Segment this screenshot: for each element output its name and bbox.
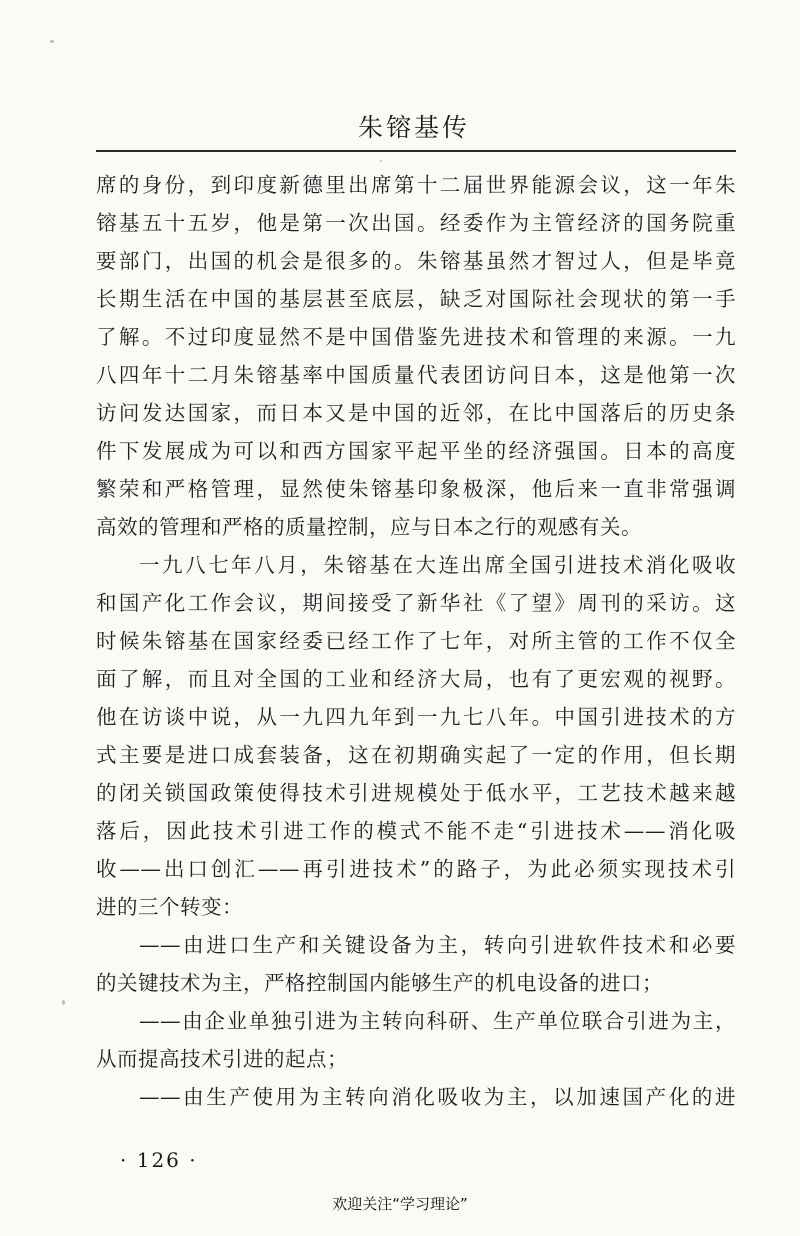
text-line: 要部门，出国的机会是很多的。朱镕基虽然才智过人，但是毕竟	[96, 249, 736, 273]
text-line: ——由生产使用为主转向消化吸收为主，以加速国产化的进	[139, 1085, 736, 1109]
running-head-title: 朱镕基传	[357, 113, 470, 142]
text-line: 席的身份，到印度新德里出席第十二届世界能源会议，这一年朱	[96, 173, 736, 197]
footer-note: 欢迎关注“学习理论”	[332, 1195, 468, 1213]
text-line: 八四年十二月朱镕基率中国质量代表团访问日本，这是他第一次	[96, 363, 736, 387]
header-rule	[96, 150, 736, 152]
text-line: 面了解，而且对全国的工业和经济大局，也有了更宏观的视野。	[96, 667, 736, 691]
text-line: 落后，因此技术引进工作的模式不能不走“引进技术——消化吸	[96, 819, 736, 843]
text-line: 时候朱镕基在国家经委已经工作了七年，对所主管的工作不仅全	[96, 629, 736, 653]
text-line: 式主要是进口成套装备，这在初期确实起了一定的作用，但长期	[96, 743, 736, 767]
text-line: 和国产化工作会议，期间接受了新华社《了望》周刊的采访。这	[96, 591, 736, 615]
text-line: 高效的管理和严格的质量控制，应与日本之行的观感有关。	[96, 515, 642, 539]
scan-speck	[62, 1000, 65, 1005]
text-line: 收——出口创汇——再引进技术”的路子，为此必须实现技术引	[96, 857, 736, 881]
text-line: 一九八七年八月，朱镕基在大连出席全国引进技术消化吸收	[139, 553, 736, 577]
text-line: ——由企业单独引进为主转向科研、生产单位联合引进为主，	[139, 1009, 736, 1033]
text-line: 了解。不过印度显然不是中国借鉴先进技术和管理的来源。一九	[96, 325, 736, 349]
text-line: 进的三个转变：	[96, 895, 243, 919]
text-line: 从而提高技术引进的起点；	[96, 1047, 348, 1071]
text-line: 长期生活在中国的基层甚至底层，缺乏对国际社会现状的第一手	[96, 287, 736, 311]
text-line: ——由进口生产和关键设备为主，转向引进软件技术和必要	[139, 933, 736, 957]
text-line: 的关键技术为主，严格控制国内能够生产的机电设备的进口；	[96, 971, 663, 995]
scan-speck	[380, 160, 382, 162]
body-text	[96, 166, 736, 1116]
text-line: 镕基五十五岁，他是第一次出国。经委作为主管经济的国务院重	[96, 211, 736, 235]
text-line: 的闭关锁国政策使得技术引进规模处于低水平，工艺技术越来越	[96, 781, 736, 805]
text-line: 他在访谈中说，从一九四九年到一九七八年。中国引进技术的方	[96, 705, 736, 729]
text-line: 件下发展成为可以和西方国家平起平坐的经济强国。日本的高度	[96, 439, 736, 463]
scan-speck	[50, 40, 54, 43]
text-line: 访问发达国家，而日本又是中国的近邻，在比中国落后的历史条	[96, 401, 736, 425]
page-number: · 126 ·	[120, 1148, 198, 1172]
text-line: 繁荣和严格管理，显然使朱镕基印象极深，他后来一直非常强调	[96, 477, 736, 501]
